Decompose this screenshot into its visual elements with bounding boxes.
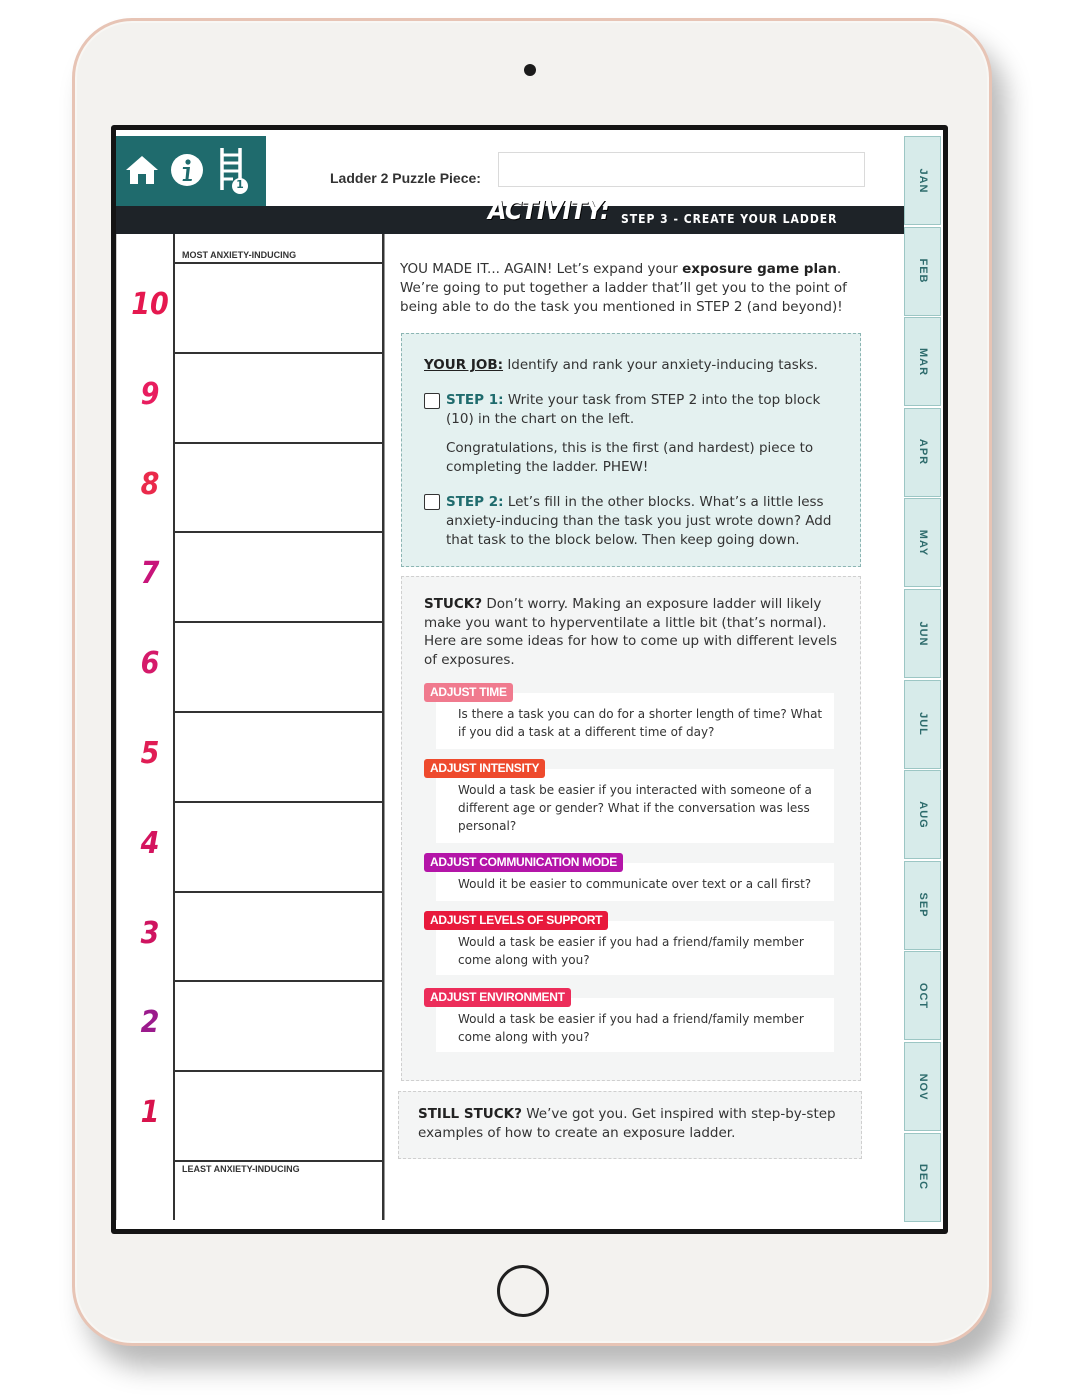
month-tab-dec[interactable] <box>904 1133 941 1222</box>
step2-text <box>446 493 851 550</box>
ladder-badge: 1 <box>236 178 244 191</box>
month-tab-may[interactable] <box>904 498 941 587</box>
ladder-block-6[interactable] <box>176 624 381 708</box>
ladder-level-number: 5 <box>140 735 160 771</box>
ladder-level-number: 7 <box>140 556 160 592</box>
step1-body: Write your task from STEP 2 into the top block (10) in the chart on the left. <box>446 392 821 427</box>
ladder-rung <box>174 531 384 533</box>
month-tab-label: NOV <box>916 1073 929 1100</box>
activity-label: ACTIVITY: <box>488 196 609 226</box>
step1-label: STEP 1: <box>446 392 504 408</box>
your-job-label: YOUR JOB: <box>424 357 504 373</box>
congrats-text: Congratulations, this is the first (and hardest) piece to completing the ladder. PHEW! <box>446 440 814 475</box>
ladder-level-number: 10 <box>131 286 169 322</box>
ladder-icon[interactable] <box>216 146 252 196</box>
ladder-block-7[interactable] <box>176 534 381 618</box>
intro-text <box>400 260 870 317</box>
info-icon[interactable] <box>170 153 204 187</box>
tip-tag: ADJUST COMMUNICATION MODE <box>424 853 623 872</box>
month-tab-feb[interactable] <box>904 227 941 316</box>
puzzle-piece-label: Ladder 2 Puzzle Piece: <box>330 170 481 186</box>
ladder-level-number: 1 <box>140 1095 160 1131</box>
your-job-text: Identify and rank your anxiety-inducing tasks. <box>503 357 818 373</box>
month-tab-mar[interactable] <box>904 317 941 406</box>
month-tab-label: JUL <box>916 712 929 736</box>
ladder-rung <box>174 1160 384 1162</box>
intro-rest: . We’re going to put together a ladder that’ll get you to the point of being able to do the task you mentioned in STEP 2 (and beyond)! <box>400 261 847 315</box>
step2-body: Let’s fill in the other blocks. What’s a little less anxiety-inducing than the task you just wrote down? Add that task to the block below. Then keep going down. <box>446 494 832 548</box>
tip-text: Would a task be easier if you had a friend/family member come along with you? <box>458 1012 804 1044</box>
month-tab-sep[interactable] <box>904 861 941 950</box>
ladder-number-rail <box>116 234 117 1220</box>
stuck-body: Don’t worry. Making an exposure ladder will likely make you want to hyperventilate a little bit (that’s normal). Here are some ideas for how to come up with different levels of exposures. <box>424 596 838 668</box>
month-tab-label: FEB <box>916 258 929 284</box>
your-job-line <box>424 356 854 375</box>
ladder-rung <box>174 1070 384 1072</box>
still-stuck-body: We’ve got you. Get inspired with step-by-step examples of how to create an exposure ladder. <box>418 1106 836 1141</box>
ladder-rung <box>174 352 384 354</box>
ladder-block-3[interactable] <box>176 894 381 978</box>
ladder-level-number: 6 <box>140 646 160 682</box>
month-tab-apr[interactable] <box>904 408 941 497</box>
ladder-level-number: 2 <box>140 1005 160 1041</box>
month-tab-nov[interactable] <box>904 1042 941 1131</box>
ladder-level-number: 4 <box>140 825 160 861</box>
month-tab-aug[interactable] <box>904 770 941 859</box>
ladder-block-4[interactable] <box>176 804 381 888</box>
ladder-block-8[interactable] <box>176 445 381 529</box>
ladder-level-number: 3 <box>140 915 160 951</box>
ladder-rung <box>174 442 384 444</box>
ladder-rung <box>174 801 384 803</box>
ladder-rung <box>174 262 384 264</box>
least-anxiety-caption: LEAST ANXIETY-INDUCING <box>182 1164 300 1174</box>
planner-screen <box>116 130 943 1229</box>
month-tab-label: APR <box>916 439 929 466</box>
month-tab-jul[interactable] <box>904 680 941 769</box>
intro-lead: YOU MADE IT... AGAIN! Let’s expand your <box>400 261 683 277</box>
tip-tag: ADJUST TIME <box>424 683 513 702</box>
ladder-level-number: 8 <box>140 466 160 502</box>
step1-text <box>446 391 846 429</box>
still-stuck-text[interactable] <box>418 1105 838 1143</box>
ladder-level-number: 9 <box>140 376 160 412</box>
step1-checkbox[interactable] <box>424 393 440 409</box>
tip-tag: ADJUST LEVELS OF SUPPORT <box>424 911 608 930</box>
tip-tag: ADJUST INTENSITY <box>424 759 545 778</box>
month-tab-label: OCT <box>916 982 929 1010</box>
ladder-divider <box>384 234 385 1220</box>
month-tab-oct[interactable] <box>904 951 941 1040</box>
step2-checkbox[interactable] <box>424 494 440 510</box>
month-tab-label: MAY <box>916 529 929 557</box>
ladder-block-10[interactable] <box>176 265 381 349</box>
tip-text: Would a task be easier if you interacted with someone of a different age or gender? What if the conversation was less personal? <box>458 783 812 833</box>
month-tab-jan[interactable] <box>904 136 941 225</box>
ladder-rung <box>174 891 384 893</box>
ladder-block-9[interactable] <box>176 355 381 439</box>
stuck-text <box>424 595 849 669</box>
ladder-rung <box>174 711 384 713</box>
most-anxiety-caption: MOST ANXIETY-INDUCING <box>182 250 297 260</box>
front-camera <box>524 64 536 76</box>
month-tabs <box>904 136 943 1223</box>
month-tab-label: SEP <box>916 892 929 918</box>
device-home-button[interactable] <box>497 1265 549 1317</box>
tip-tag: ADJUST ENVIRONMENT <box>424 988 571 1007</box>
month-tab-label: AUG <box>916 800 929 829</box>
month-tab-label: JAN <box>916 167 929 194</box>
month-tab-label: MAR <box>916 347 929 376</box>
intro-bold: exposure game plan <box>682 261 837 277</box>
ladder-block-5[interactable] <box>176 714 381 798</box>
step-title: STEP 3 - CREATE YOUR LADDER <box>621 212 838 226</box>
month-tab-label: JUN <box>916 620 929 647</box>
ladder-rung <box>174 621 384 623</box>
tip-text: Would it be easier to communicate over text or a call first? <box>458 877 812 891</box>
tip-text: Is there a task you can do for a shorter length of time? What if you did a task at a different time of day? <box>458 707 823 739</box>
month-tab-jun[interactable] <box>904 589 941 678</box>
step2-label: STEP 2: <box>446 494 504 510</box>
ladder-block-1[interactable] <box>176 1073 381 1157</box>
home-icon[interactable] <box>124 152 160 188</box>
tip-text: Would a task be easier if you had a friend/family member come along with you? <box>458 935 804 967</box>
month-tab-label: DEC <box>916 1163 929 1191</box>
puzzle-piece-field[interactable] <box>498 152 865 187</box>
still-stuck-label: STILL STUCK? <box>418 1106 522 1122</box>
ladder-rung <box>174 980 384 982</box>
nav-icon-bar <box>116 136 266 206</box>
ladder-block-2[interactable] <box>176 983 381 1067</box>
stuck-label: STUCK? <box>424 596 483 612</box>
